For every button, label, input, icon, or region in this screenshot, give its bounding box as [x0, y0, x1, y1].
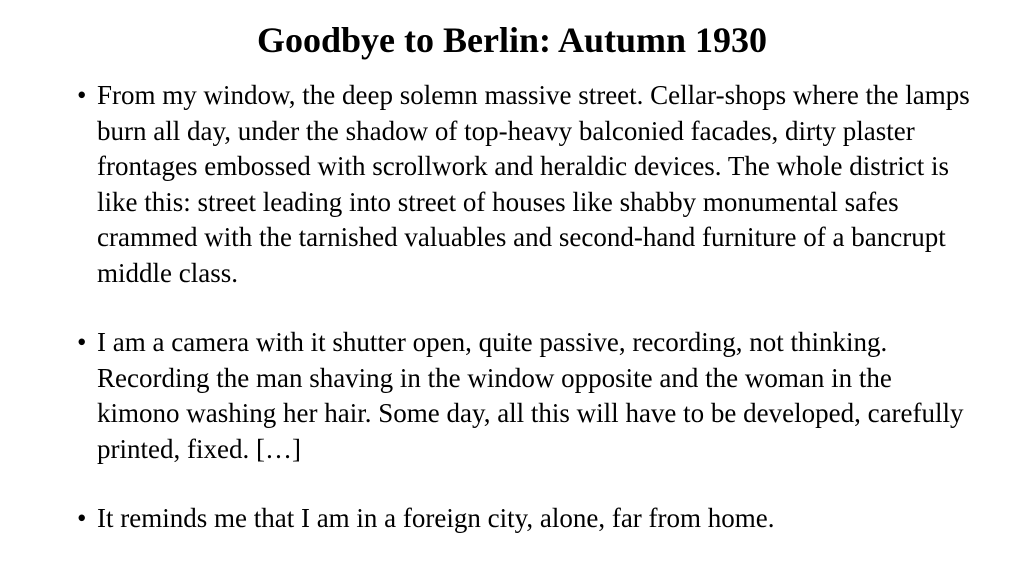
bullet-text: It reminds me that I am in a foreign city, alone, far from home.	[97, 503, 775, 533]
bullet-item-foreign-city	[72, 501, 972, 537]
bullet-point-icon: •	[77, 503, 87, 533]
slide-title: Goodbye to Berlin: Autumn 1930	[256, 20, 768, 60]
bullet-point-icon: •	[77, 80, 87, 110]
bullet-text: From my window, the deep solemn massive street. Cellar-shops where the lamps burn all day, under the shadow of top-heavy balconied facades, dirty plaster frontages embossed with scrollwork and heraldic devices. The whole district is like this: street leading into street of houses like shabby monumental safes crammed with the tarnished valuables and second-hand furniture of a bancrupt middle class.	[97, 80, 970, 288]
bullet-text: I am a camera with it shutter open, quite passive, recording, not thinking. Recording the man shaving in the window opposite and the woman in the kimono washing her hair. Some day, all this will have to be developed, carefully printed, fixed. […]	[97, 327, 964, 464]
bullet-item-camera	[72, 325, 972, 467]
bullet-list	[72, 78, 972, 537]
bullet-item-window	[72, 78, 972, 291]
bullet-point-icon: •	[77, 327, 87, 357]
